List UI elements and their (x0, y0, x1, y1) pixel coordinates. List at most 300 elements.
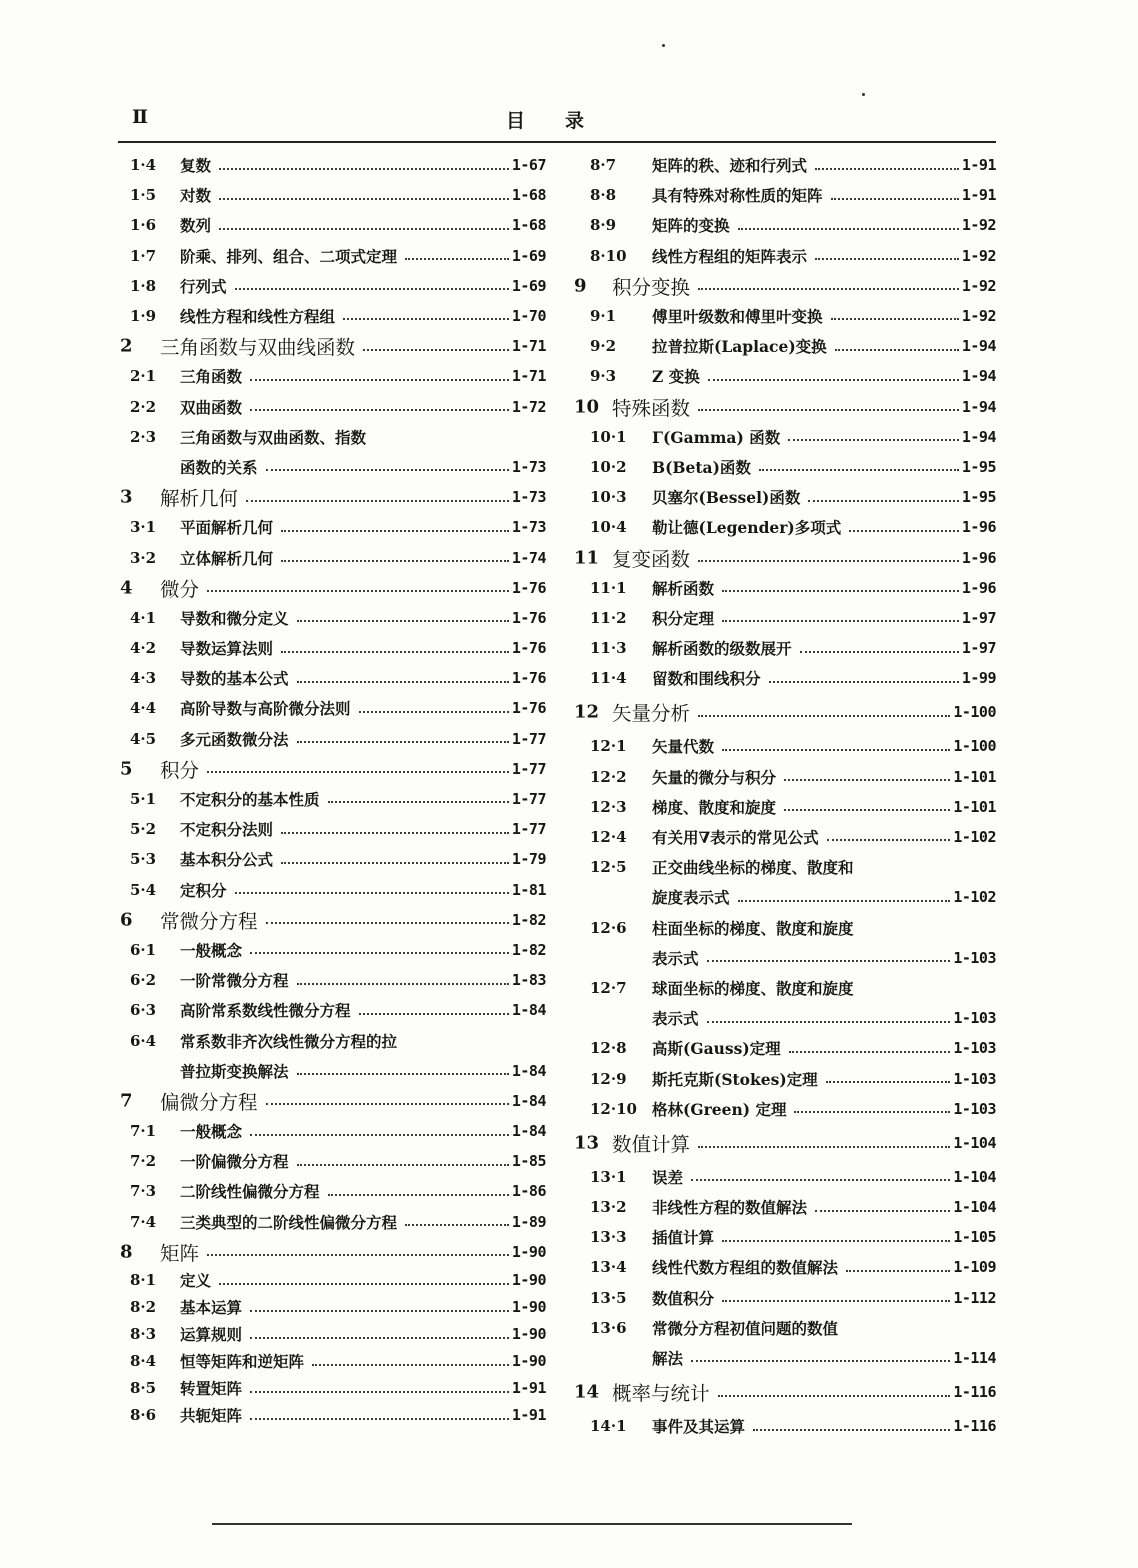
toc-entry-page: 1-68 (511, 186, 546, 205)
toc-entry-page: 1-74 (511, 548, 546, 567)
toc-entry-number: 8·6 (130, 1406, 157, 1425)
toc-section-entry (110, 422, 550, 452)
toc-dot-leader (698, 560, 959, 562)
toc-section-entry (110, 1348, 550, 1375)
toc-entry-title: 导数的基本公式 (180, 669, 289, 689)
toc-entry-page: 1-90 (511, 1325, 546, 1344)
toc-entry-page: 1-103 (953, 1039, 996, 1058)
toc-section-entry (566, 512, 1002, 542)
toc-section-entry (110, 542, 550, 572)
toc-entry-title: 定义 (180, 1271, 212, 1291)
toc-section-entry (566, 973, 1002, 1003)
toc-entry-page: 1-105 (953, 1228, 996, 1247)
toc-dot-leader (297, 983, 509, 985)
toc-section-entry (110, 814, 550, 844)
toc-entry-page: 1-81 (511, 880, 546, 899)
toc-entry-page: 1-68 (511, 216, 546, 235)
toc-entry-title: 运算规则 (180, 1325, 243, 1345)
toc-dot-leader (246, 500, 509, 502)
toc-section-entry (566, 361, 1002, 391)
toc-entry-title: 积分变换 (612, 275, 691, 299)
toc-entry-number: 4 (120, 577, 133, 599)
toc-entry-title: 一般概念 (180, 1122, 243, 1142)
toc-entry-page: 1-95 (961, 488, 996, 507)
toc-entry-title: 常微分方程初值问题的数值 (652, 1318, 839, 1338)
toc-entry-number: 5·2 (130, 820, 157, 839)
toc-section-entry (566, 331, 1002, 361)
toc-dot-leader (698, 1146, 950, 1148)
toc-dot-leader (827, 839, 950, 841)
toc-section-entry (566, 943, 1002, 973)
toc-entry-number: 12·10 (590, 1099, 637, 1118)
toc-section-entry (566, 150, 1002, 180)
toc-section-entry (566, 422, 1002, 452)
toc-dot-leader (826, 1081, 950, 1083)
toc-entry-title: 斯托克斯(Stokes)定理 (652, 1069, 818, 1089)
toc-entry-page: 1-69 (511, 246, 546, 265)
toc-section-entry (110, 663, 550, 693)
toc-section-entry (110, 1025, 550, 1055)
toc-entry-number: 7·4 (130, 1212, 157, 1231)
toc-entry-number: 8·2 (130, 1298, 157, 1317)
toc-chapter-entry (566, 1124, 1002, 1162)
toc-section-entry (566, 180, 1002, 210)
print-speck (662, 44, 665, 47)
toc-entry-number: 8·8 (590, 186, 617, 205)
toc-entry-page: 1-71 (511, 367, 546, 386)
toc-entry-page: 1-83 (511, 971, 546, 990)
toc-section-entry (566, 1283, 1002, 1313)
toc-entry-page: 1-90 (511, 1271, 546, 1290)
toc-entry-title: 矩阵 (160, 1241, 200, 1265)
toc-dot-leader (722, 590, 959, 592)
toc-entry-number: 1·5 (130, 186, 157, 205)
toc-dot-leader (738, 900, 950, 902)
toc-entry-page: 1-76 (511, 699, 546, 718)
toc-section-entry (110, 361, 550, 391)
toc-entry-page: 1-104 (953, 1133, 996, 1152)
toc-entry-page: 1-84 (511, 1001, 546, 1020)
toc-section-entry (566, 663, 1002, 693)
toc-entry-number: 12·7 (590, 978, 627, 997)
toc-entry-page: 1-96 (961, 578, 996, 597)
toc-entry-title: 非线性方程的数值解法 (652, 1198, 808, 1218)
toc-entry-title: 恒等矩阵和逆矩阵 (180, 1352, 305, 1372)
toc-entry-number: 1·6 (130, 216, 157, 235)
toc-entry-number: 4·3 (130, 669, 157, 688)
toc-section-entry (110, 1056, 550, 1086)
toc-chapter-entry (566, 693, 1002, 731)
toc-dot-leader (753, 1429, 950, 1431)
toc-entry-title: 三角函数 (180, 367, 243, 387)
toc-section-entry (110, 1116, 550, 1146)
toc-entry-number: 7·1 (130, 1122, 157, 1141)
footer-rule (212, 1523, 852, 1525)
toc-entry-title: 解析函数 (652, 578, 715, 598)
toc-section-entry (566, 822, 1002, 852)
toc-entry-page: 1-97 (961, 608, 996, 627)
toc-dot-leader (219, 168, 509, 170)
toc-section-entry (566, 1411, 1002, 1441)
toc-chapter-entry (110, 573, 550, 603)
toc-entry-number: 9 (574, 275, 587, 297)
toc-entry-page: 1-95 (961, 457, 996, 476)
toc-dot-leader (266, 1103, 509, 1105)
toc-dot-leader (207, 771, 509, 773)
toc-entry-number: 8·10 (590, 246, 627, 265)
toc-entry-number: 8·4 (130, 1352, 157, 1371)
toc-entry-number: 5·1 (130, 790, 157, 809)
toc-dot-leader (281, 832, 509, 834)
toc-entry-number: 10·1 (590, 427, 627, 446)
toc-entry-page: 1-82 (511, 940, 546, 959)
toc-entry-page: 1-112 (953, 1288, 996, 1307)
toc-entry-number: 6·2 (130, 971, 157, 990)
toc-entry-title: 偏微分方程 (160, 1090, 258, 1114)
toc-entry-page: 1-90 (511, 1298, 546, 1317)
toc-entry-page: 1-70 (511, 307, 546, 326)
toc-entry-number: 12·5 (590, 858, 627, 877)
toc-section-entry (110, 210, 550, 240)
toc-section-entry (566, 762, 1002, 792)
toc-entry-title: 误差 (652, 1167, 684, 1187)
toc-entry-page: 1-102 (953, 888, 996, 907)
toc-entry-title: 矢量代数 (652, 737, 715, 757)
toc-entry-title: 转置矩阵 (180, 1379, 243, 1399)
toc-entry-title: 线性方程组的矩阵表示 (652, 246, 808, 266)
toc-section-entry (566, 1252, 1002, 1282)
toc-dot-leader (718, 1395, 950, 1397)
toc-entry-page: 1-99 (961, 669, 996, 688)
toc-entry-number: 9·1 (590, 307, 617, 326)
toc-entry-page: 1-91 (511, 1406, 546, 1425)
toc-entry-title: 三角函数与双曲线函数 (160, 336, 356, 360)
toc-entry-title: 具有特殊对称性质的矩阵 (652, 186, 823, 206)
toc-entry-page: 1-102 (953, 828, 996, 847)
toc-dot-leader (250, 1310, 509, 1312)
toc-entry-page: 1-94 (961, 427, 996, 446)
toc-entry-number: 3·2 (130, 548, 157, 567)
toc-entry-page: 1-90 (511, 1242, 546, 1261)
toc-entry-page: 1-77 (511, 790, 546, 809)
toc-entry-title: 表示式 (652, 948, 699, 968)
toc-section-entry (110, 301, 550, 331)
toc-entry-title: 基本运算 (180, 1298, 243, 1318)
toc-entry-number: 12·4 (590, 828, 627, 847)
toc-dot-leader (784, 809, 950, 811)
toc-entry-title: 不定积分法则 (180, 820, 274, 840)
toc-entry-number: 8 (120, 1241, 133, 1263)
toc-dot-leader (831, 198, 959, 200)
toc-section-entry (566, 1162, 1002, 1192)
toc-dot-leader (359, 1013, 509, 1015)
toc-section-entry (110, 844, 550, 874)
toc-entry-title: 积分 (160, 758, 200, 782)
toc-entry-title: 贝塞尔(Bessel)函数 (652, 488, 801, 508)
toc-entry-title: 矩阵的变换 (652, 216, 730, 236)
toc-dot-leader (722, 749, 950, 751)
toc-entry-title: 不定积分的基本性质 (180, 790, 320, 810)
toc-entry-page: 1-67 (511, 156, 546, 175)
toc-entry-page: 1-92 (961, 276, 996, 295)
toc-entry-number: 13 (574, 1132, 600, 1154)
toc-entry-page: 1-96 (961, 548, 996, 567)
toc-entry-number: 2·3 (130, 427, 157, 446)
toc-entry-title: 傅里叶级数和傅里叶变换 (652, 307, 823, 327)
toc-entry-number: 4·1 (130, 608, 157, 627)
toc-entry-title: 高斯(Gauss)定理 (652, 1039, 781, 1059)
toc-entry-number: 7·2 (130, 1152, 157, 1171)
toc-entry-number: 4·2 (130, 639, 157, 658)
toc-entry-number: 11 (574, 547, 600, 569)
toc-entry-title: 拉普拉斯(Laplace)变换 (652, 337, 827, 357)
toc-section-entry (110, 693, 550, 723)
toc-dot-leader (343, 318, 509, 320)
toc-entry-page: 1-84 (511, 1122, 546, 1141)
toc-entry-page: 1-100 (953, 703, 996, 722)
toc-section-entry (110, 935, 550, 965)
toc-section-entry (110, 452, 550, 482)
toc-entry-number: 13·3 (590, 1228, 627, 1247)
toc-entry-number: 1·9 (130, 307, 157, 326)
toc-entry-page: 1-109 (953, 1258, 996, 1277)
toc-section-entry (566, 1222, 1002, 1252)
toc-section-entry (110, 271, 550, 301)
toc-entry-title: 一阶偏微分方程 (180, 1152, 289, 1172)
toc-entry-title: 高阶导数与高阶微分法则 (180, 699, 351, 719)
toc-chapter-entry (110, 754, 550, 784)
toc-dot-leader (707, 1021, 950, 1023)
toc-chapter-entry (110, 331, 550, 361)
toc-entry-number: 2·2 (130, 397, 157, 416)
toc-entry-page: 1-84 (511, 1061, 546, 1080)
toc-entry-title: 一阶常微分方程 (180, 971, 289, 991)
toc-entry-title: 旋度表示式 (652, 888, 730, 908)
toc-dot-leader (235, 288, 509, 290)
toc-dot-leader (359, 711, 509, 713)
toc-entry-page: 1-71 (511, 337, 546, 356)
toc-section-entry (566, 452, 1002, 482)
toc-entry-number: 1·8 (130, 276, 157, 295)
toc-dot-leader (266, 469, 509, 471)
toc-entry-page: 1-92 (961, 307, 996, 326)
toc-entry-page: 1-91 (511, 1379, 546, 1398)
toc-entry-page: 1-91 (961, 186, 996, 205)
toc-entry-title: 三类典型的二阶线性偏微分方程 (180, 1212, 398, 1232)
toc-entry-title: 多元函数微分法 (180, 729, 289, 749)
toc-dot-leader (815, 1210, 950, 1212)
toc-entry-page: 1-104 (953, 1167, 996, 1186)
page-number: Ⅱ (132, 106, 148, 128)
toc-entry-page: 1-76 (511, 639, 546, 658)
toc-entry-title: 函数的关系 (180, 457, 258, 477)
toc-entry-page: 1-94 (961, 337, 996, 356)
toc-entry-page: 1-114 (953, 1349, 996, 1368)
toc-entry-title: 事件及其运算 (652, 1417, 746, 1437)
toc-entry-page: 1-77 (511, 820, 546, 839)
toc-entry-title: 特殊函数 (612, 396, 691, 420)
toc-section-entry (566, 301, 1002, 331)
toc-entry-page: 1-73 (511, 488, 546, 507)
toc-dot-leader (207, 590, 509, 592)
toc-dot-leader (815, 168, 959, 170)
toc-section-entry (566, 633, 1002, 663)
toc-entry-number: 14 (574, 1381, 600, 1403)
toc-dot-leader (297, 620, 509, 622)
toc-dot-leader (722, 620, 959, 622)
toc-section-entry (110, 1375, 550, 1402)
toc-entry-number: 9·3 (590, 367, 617, 386)
toc-section-entry (110, 150, 550, 180)
toc-dot-leader (235, 892, 509, 894)
toc-entry-title: 梯度、散度和旋度 (652, 797, 777, 817)
toc-section-entry (566, 792, 1002, 822)
toc-entry-number: 10·2 (590, 457, 627, 476)
toc-section-entry (110, 603, 550, 633)
toc-entry-page: 1-92 (961, 246, 996, 265)
toc-section-entry (110, 1402, 550, 1429)
toc-entry-page: 1-72 (511, 397, 546, 416)
toc-dot-leader (769, 681, 959, 683)
toc-dot-leader (363, 349, 509, 351)
toc-entry-page: 1-104 (953, 1198, 996, 1217)
toc-entry-title: Γ(Gamma) 函数 (652, 427, 781, 447)
toc-entry-number: 12 (574, 701, 600, 723)
toc-dot-leader (250, 1337, 509, 1339)
toc-entry-page: 1-96 (961, 518, 996, 537)
toc-entry-title: 表示式 (652, 1009, 699, 1029)
toc-entry-number: 12·8 (590, 1039, 627, 1058)
toc-section-entry (110, 180, 550, 210)
toc-entry-number: 13·5 (590, 1288, 627, 1307)
toc-dot-leader (219, 1283, 509, 1285)
toc-entry-number: 10·4 (590, 518, 627, 537)
toc-entry-title: 立体解析几何 (180, 548, 274, 568)
toc-entry-number: 8·9 (590, 216, 617, 235)
toc-dot-leader (846, 1270, 950, 1272)
toc-dot-leader (738, 228, 959, 230)
toc-entry-page: 1-100 (953, 737, 996, 756)
toc-dot-leader (250, 1134, 509, 1136)
toc-dot-leader (281, 560, 509, 562)
toc-section-entry (566, 573, 1002, 603)
toc-section-entry (110, 1207, 550, 1237)
toc-entry-number: 1·4 (130, 156, 157, 175)
toc-dot-leader (784, 779, 950, 781)
toc-section-entry (566, 1003, 1002, 1033)
toc-dot-leader (250, 1418, 509, 1420)
toc-entry-title: 解法 (652, 1349, 684, 1369)
toc-entry-number: 7 (120, 1090, 133, 1112)
toc-section-entry (566, 913, 1002, 943)
toc-entry-title: 常系数非齐次线性微分方程的拉 (180, 1031, 398, 1051)
toc-section-entry (110, 241, 550, 271)
toc-entry-title: 复数 (180, 156, 212, 176)
toc-entry-number: 8·7 (590, 156, 617, 175)
toc-entry-number: 5·4 (130, 880, 157, 899)
toc-entry-page: 1-77 (511, 759, 546, 778)
toc-dot-leader (722, 1300, 950, 1302)
toc-dot-leader (831, 318, 959, 320)
toc-chapter-entry (566, 392, 1002, 422)
toc-entry-title: 对数 (180, 186, 212, 206)
toc-section-entry (566, 1192, 1002, 1222)
toc-entry-page: 1-76 (511, 608, 546, 627)
toc-entry-number: 9·2 (590, 337, 617, 356)
toc-entry-page: 1-73 (511, 457, 546, 476)
toc-entry-title: 行列式 (180, 276, 227, 296)
toc-dot-leader (219, 198, 509, 200)
toc-entry-page: 1-69 (511, 276, 546, 295)
toc-entry-title: 线性方程和线性方程组 (180, 307, 336, 327)
toc-entry-page: 1-84 (511, 1091, 546, 1110)
toc-entry-number: 12·2 (590, 767, 627, 786)
toc-section-entry (566, 241, 1002, 271)
toc-entry-page: 1-82 (511, 910, 546, 929)
toc-entry-title: 插值计算 (652, 1228, 715, 1248)
toc-section-entry (566, 852, 1002, 882)
toc-entry-title: 数列 (180, 216, 212, 236)
toc-entry-page: 1-90 (511, 1352, 546, 1371)
toc-entry-title: B(Beta)函数 (652, 457, 751, 477)
toc-dot-leader (698, 288, 959, 290)
toc-dot-leader (691, 1179, 950, 1181)
toc-chapter-entry (110, 1237, 550, 1267)
toc-left-column (110, 150, 550, 1429)
toc-section-entry (110, 1176, 550, 1206)
toc-entry-page: 1-76 (511, 669, 546, 688)
toc-entry-number: 12·3 (590, 797, 627, 816)
toc-chapter-entry (566, 1373, 1002, 1411)
toc-dot-leader (250, 1391, 509, 1393)
toc-entry-title: 积分定理 (652, 608, 715, 628)
toc-section-entry (110, 1146, 550, 1176)
toc-entry-title: Z 变换 (652, 367, 700, 387)
toc-section-entry (110, 633, 550, 663)
toc-entry-page: 1-94 (961, 367, 996, 386)
toc-entry-title: 三角函数与双曲函数、指数 (180, 427, 367, 447)
toc-dot-leader (808, 500, 959, 502)
toc-entry-title: 球面坐标的梯度、散度和旋度 (652, 978, 854, 998)
toc-entry-title: 普拉斯变换解法 (180, 1061, 289, 1081)
toc-entry-title: 矢量分析 (612, 702, 691, 726)
toc-entry-number: 14·1 (590, 1417, 627, 1436)
toc-entry-number: 10 (574, 396, 600, 418)
toc-dot-leader (297, 741, 509, 743)
toc-entry-title: 留数和围线积分 (652, 669, 761, 689)
toc-entry-title: 线性代数方程组的数值解法 (652, 1258, 839, 1278)
toc-dot-leader (815, 258, 959, 260)
toc-section-entry (110, 512, 550, 542)
toc-section-entry (110, 1321, 550, 1348)
toc-entry-title: 高阶常系数线性微分方程 (180, 1001, 351, 1021)
toc-entry-number: 8·3 (130, 1325, 157, 1344)
toc-entry-title: 有关用∇表示的常见公式 (652, 828, 819, 848)
toc-entry-page: 1-101 (953, 767, 996, 786)
toc-right-column (566, 150, 1002, 1441)
toc-entry-number: 7·3 (130, 1182, 157, 1201)
toc-entry-number: 11·2 (590, 608, 627, 627)
toc-dot-leader (759, 469, 959, 471)
toc-dot-leader (698, 715, 950, 717)
toc-entry-page: 1-86 (511, 1182, 546, 1201)
toc-entry-number: 6·4 (130, 1031, 157, 1050)
toc-section-entry (110, 784, 550, 814)
toc-entry-number: 6·1 (130, 940, 157, 959)
toc-entry-title: 数值计算 (612, 1132, 691, 1156)
toc-entry-number: 8·5 (130, 1379, 157, 1398)
toc-entry-title: 常微分方程 (160, 909, 258, 933)
